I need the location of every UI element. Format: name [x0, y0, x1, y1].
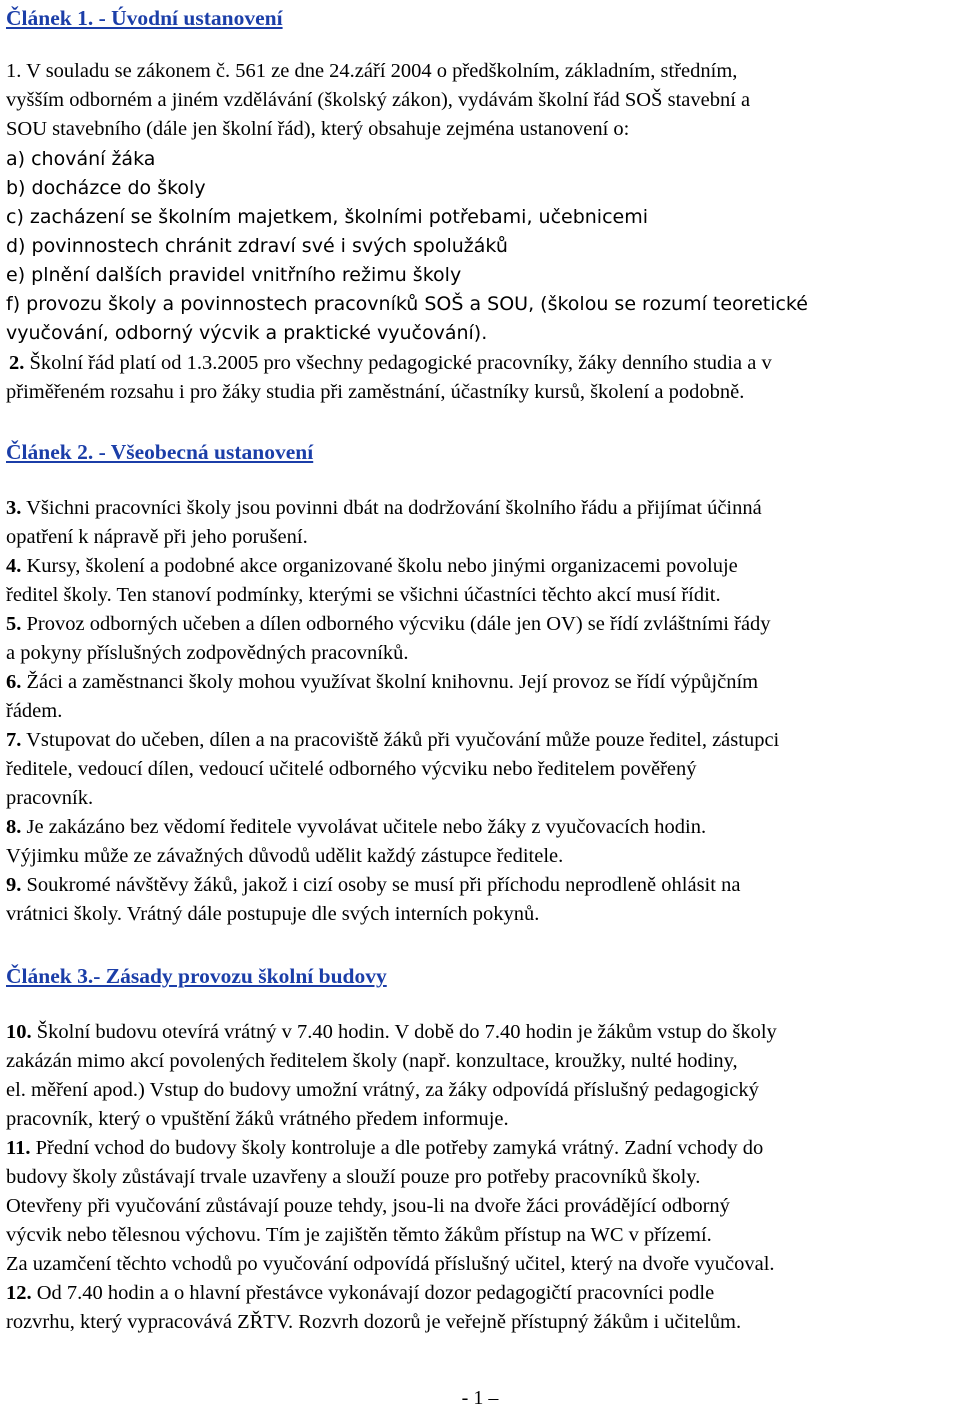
paragraph-line: SOU stavebního (dále jen školní řád), který obsahuje zejména ustanovení o:: [6, 118, 630, 140]
paragraph-line: [6, 1018, 777, 1047]
paragraph-line: rozvrhu, který vypracovává ZŘTV. Rozvrh dozorů je veřejně přístupný žákům i učitelům.: [6, 1311, 742, 1333]
paragraph-line: Výjimku může ze závažných důvodů udělit každý zástupce ředitele.: [6, 845, 564, 867]
paragraph-line: vyšším odborném a jiném vzdělávání (školský zákon), vydávám školní řád SOŠ stavební a: [6, 89, 751, 111]
paragraph-line: a pokyny příslušných zodpovědných pracovníků.: [6, 642, 409, 664]
item-number: 12.: [6, 1282, 32, 1304]
item-number: 11.: [6, 1137, 31, 1159]
item-number: 9.: [6, 874, 22, 896]
paragraph-line: zakázán mimo akcí povolených ředitelem školy (např. konzultace, kroužky, nulté hodiny,: [6, 1050, 738, 1072]
item-number: 8.: [6, 816, 22, 838]
item-number: 4.: [6, 555, 22, 577]
list-item: a) chování žáka: [6, 148, 156, 170]
section-2-heading: Článek 2. - Všeobecná ustanovení: [6, 440, 314, 464]
paragraph-line: [9, 349, 772, 378]
paragraph-line: [6, 1279, 714, 1308]
list-item: vyučování, odborný výcvik a praktické vyučování).: [6, 322, 488, 344]
paragraph-line: [6, 668, 758, 697]
item-text: Žáci a zaměstnanci školy mohou využívat školní knihovnu. Její provoz se řídí výpůjčním: [21, 671, 759, 693]
item-text: Přední vchod do budovy školy kontroluje a dle potřeby zamyká vrátný. Zadní vchody do: [30, 1137, 764, 1159]
item-text: Provoz odborných učeben a dílen odborného výcviku (dále jen OV) se řídí zvláštními řády: [21, 613, 771, 635]
paragraph-line: pracovník.: [6, 787, 94, 809]
paragraph-line: [6, 610, 771, 639]
item-number: 2.: [9, 352, 25, 374]
paragraph-line: el. měření apod.) Vstup do budovy umožní vrátný, za žáky odpovídá příslušný pedagogický: [6, 1079, 759, 1101]
paragraph-line: [6, 1134, 763, 1163]
paragraph-line: přiměřeném rozsahu i pro žáky studia při zaměstnání, účastníky kursů, školení a podobně.: [6, 381, 745, 403]
paragraph-line: Otevřeny při vyučování zůstávají pouze tehdy, jsou-li na dvoře žáci provádějící odborný: [6, 1195, 730, 1217]
list-item: b) docházce do školy: [6, 177, 206, 199]
item-number: 7.: [6, 729, 22, 751]
item-text: Všichni pracovníci školy jsou povinni dbát na dodržování školního řádu a přijímat účinná: [21, 497, 762, 519]
paragraph-line: řádem.: [6, 700, 63, 722]
item-text: Kursy, školení a podobné akce organizované školu nebo jinými organizacemi povoluje: [21, 555, 738, 577]
paragraph-line: [6, 552, 738, 581]
paragraph-line: 1. V souladu se zákonem č. 561 ze dne 24.září 2004 o předškolním, základním, středním,: [6, 60, 738, 82]
paragraph-line: ředitele, vedoucí dílen, vedoucí učitelé odborného výcviku nebo ředitelem pověřený: [6, 758, 697, 780]
paragraph-line: výcvik nebo tělesnou výchovu. Tím je zajištěn těmto žákům přístup na WC v přízemí.: [6, 1224, 712, 1246]
list-item: e) plnění dalších pravidel vnitřního režimu školy: [6, 264, 462, 286]
paragraph-line: vrátnici školy. Vrátný dále postupuje dle svých interních pokynů.: [6, 903, 540, 925]
paragraph-line: pracovník, který o vpuštění žáků vrátného předem informuje.: [6, 1108, 509, 1130]
paragraph-line: [6, 494, 762, 523]
paragraph-line: [6, 813, 706, 842]
page-number: - 1 –: [461, 1387, 499, 1409]
list-item: d) povinnostech chránit zdraví své i svých spolužáků: [6, 235, 508, 257]
item-text: Školní řád platí od 1.3.2005 pro všechny pedagogické pracovníky, žáky denního studia a v: [24, 352, 772, 374]
item-text: Soukromé návštěvy žáků, jakož i cizí osoby se musí při příchodu neprodleně ohlásit na: [21, 874, 741, 896]
paragraph-line: opatření k nápravě při jeho porušení.: [6, 526, 308, 548]
paragraph-line: [6, 871, 740, 900]
list-item: c) zacházení se školním majetkem, školními potřebami, učebnicemi: [6, 206, 649, 228]
item-text: Je zakázáno bez vědomí ředitele vyvolávat učitele nebo žáky z vyučovacích hodin.: [21, 816, 707, 838]
section-3-heading: Článek 3.- Zásady provozu školní budovy: [6, 964, 387, 988]
item-text: Od 7.40 hodin a o hlavní přestávce vykonávají dozor pedagogičtí pracovníci podle: [31, 1282, 715, 1304]
section-1-heading: Článek 1. - Úvodní ustanovení: [6, 6, 283, 30]
item-number: 6.: [6, 671, 22, 693]
list-item: f) provozu školy a povinnostech pracovníků SOŠ a SOU, (školou se rozumí teoretické: [6, 293, 808, 315]
paragraph-line: ředitel školy. Ten stanoví podmínky, kterými se všichni účastníci těchto akcí musí řídit.: [6, 584, 721, 606]
item-number: 10.: [6, 1021, 32, 1043]
item-number: 3.: [6, 497, 22, 519]
item-text: Vstupovat do učeben, dílen a na pracoviště žáků při vyučování může pouze ředitel, zástupci: [21, 729, 780, 751]
item-text: Školní budovu otevírá vrátný v 7.40 hodin. V době do 7.40 hodin je žákům vstup do školy: [31, 1021, 777, 1043]
item-number: 5.: [6, 613, 22, 635]
paragraph-line: budovy školy zůstávají trvale uzavřeny a slouží pouze pro potřeby pracovníků školy.: [6, 1166, 701, 1188]
paragraph-line: [6, 726, 779, 755]
paragraph-line: Za uzamčení těchto vchodů po vyučování odpovídá příslušný učitel, který na dvoře vyučoval.: [6, 1253, 775, 1275]
